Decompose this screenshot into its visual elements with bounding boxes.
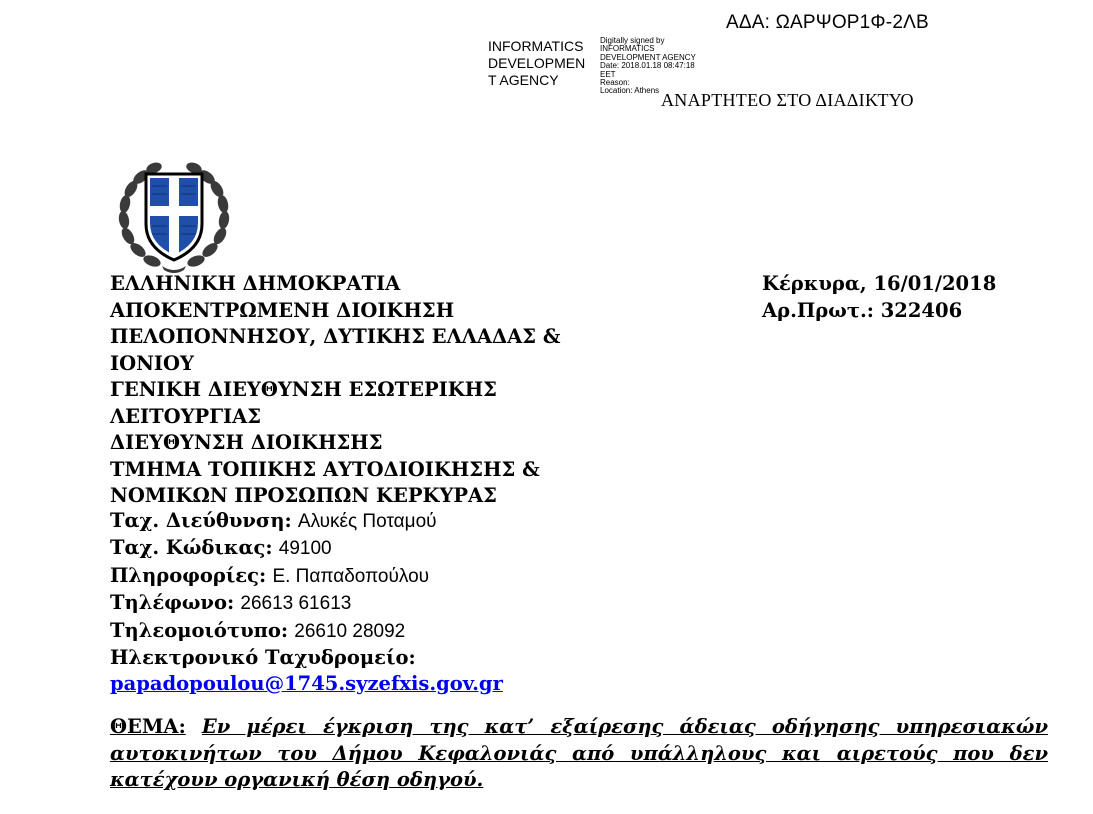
- subject-text: Εν μέρει έγκριση της κατ’ εξαίρεσης άδειας οδήγησης υπηρεσιακών αυτοκινήτων του Δήμου Κεφαλονιάς από υπάλληλους και αιρετούς που δεν κατέχουν οργανική θέση οδηγού.: [110, 715, 1049, 791]
- protocol-number: Αρ.Πρωτ.: 322406: [762, 298, 963, 322]
- signature-detail-line: DEVELOPMENT AGENCY: [600, 52, 696, 62]
- signer-line: T AGENCY: [488, 72, 559, 88]
- signature-detail-line: Location: Athens: [600, 86, 660, 96]
- authority-line: ΔΙΕΥΘΥΝΣΗ ΔΙΟΙΚΗΣΗΣ: [110, 431, 383, 454]
- subject-paragraph: [110, 714, 1048, 794]
- address-label: Ταχ. Διεύθυνση:: [110, 509, 292, 532]
- info-value: Ε. Παπαδοπούλου: [272, 565, 430, 587]
- authority-line: ΛΕΙΤΟΥΡΓΙΑΣ: [110, 404, 262, 428]
- subject-label: ΘΕΜΑ:: [110, 715, 186, 738]
- phone-value: 26613 61613: [240, 593, 352, 615]
- place-date: Κέρκυρα, 16/01/2018: [762, 272, 997, 295]
- fax-label: Τηλεομοιότυπο:: [110, 618, 289, 642]
- phone-row: [110, 590, 670, 617]
- authority-line: ΝΟΜΙΚΩΝ ΠΡΟΣΩΠΩΝ ΚΕΡΚΥΡΑΣ: [110, 484, 497, 507]
- date-and-protocol: [762, 271, 996, 324]
- email-row: [110, 671, 670, 697]
- fax-row: [110, 618, 670, 645]
- email-link[interactable]: papadopoulou@1745.syzefxis.gov.gr: [110, 672, 503, 696]
- coat-of-arms-icon: [114, 158, 234, 276]
- authority-line: ΤΜΗΜΑ ΤΟΠΙΚΗΣ ΑΥΤΟΔΙΟΙΚΗΣΗΣ &: [110, 457, 540, 481]
- phone-label: Τηλέφωνο:: [110, 591, 235, 615]
- signature-detail-line: INFORMATICS: [600, 44, 655, 54]
- authority-line: ΓΕΝΙΚΗ ΔΙΕΥΘΥΝΣΗ ΕΣΩΤΕΡΙΚΗΣ: [110, 378, 497, 401]
- fax-value: 26610 28092: [294, 620, 406, 642]
- signature-detail-line: Date: 2018.01.18 08:47:18: [600, 61, 695, 71]
- publish-note: ΑΝΑΡΤΗΤΕΟ ΣΤΟ ΔΙΑΔΙΚΤΥΟ: [661, 90, 914, 110]
- address-value: Αλυκές Ποταμού: [297, 511, 437, 532]
- signer-line: INFORMATICS: [488, 38, 584, 54]
- postcode-row: [110, 535, 670, 562]
- email-label: Ηλεκτρονικό Ταχυδρομείο:: [110, 646, 416, 670]
- info-row: [110, 563, 670, 590]
- signer-line: DEVELOPMEN: [488, 55, 586, 71]
- signature-detail-line: EET: [600, 69, 616, 79]
- authority-line: ΙΟΝΙΟΥ: [110, 351, 194, 375]
- authority-line: ΠΕΛΟΠΟΝΝΗΣΟΥ, ΔΥΤΙΚΗΣ ΕΛΛΑΔΑΣ &: [110, 325, 561, 348]
- authority-line: ΑΠΟΚΕΝΤΡΩΜΕΝΗ ΔΙΟΙΚΗΣΗ: [110, 298, 455, 322]
- address-row: [110, 508, 670, 535]
- authority-line: ΕΛΛΗΝΙΚΗ ΔΗΜΟΚΡΑΤΙΑ: [110, 272, 401, 295]
- ada-code: ΑΔΑ: ΩΑΡΨΟΡ1Φ-2ΛΒ: [726, 12, 929, 33]
- coat-of-arms-graphic: [114, 158, 234, 276]
- info-label: Πληροφορίες:: [110, 563, 267, 587]
- postcode-value: 49100: [278, 538, 332, 560]
- digital-signature-signer: [488, 38, 598, 89]
- contact-details: [110, 508, 670, 698]
- signature-detail-line: Digitally signed by: [600, 36, 665, 45]
- signature-detail-line: Reason:: [600, 78, 630, 88]
- postcode-label: Ταχ. Κώδικας:: [110, 536, 273, 560]
- email-label-row: [110, 645, 670, 671]
- digital-signature-details: [600, 37, 730, 96]
- issuing-authority: [110, 271, 670, 510]
